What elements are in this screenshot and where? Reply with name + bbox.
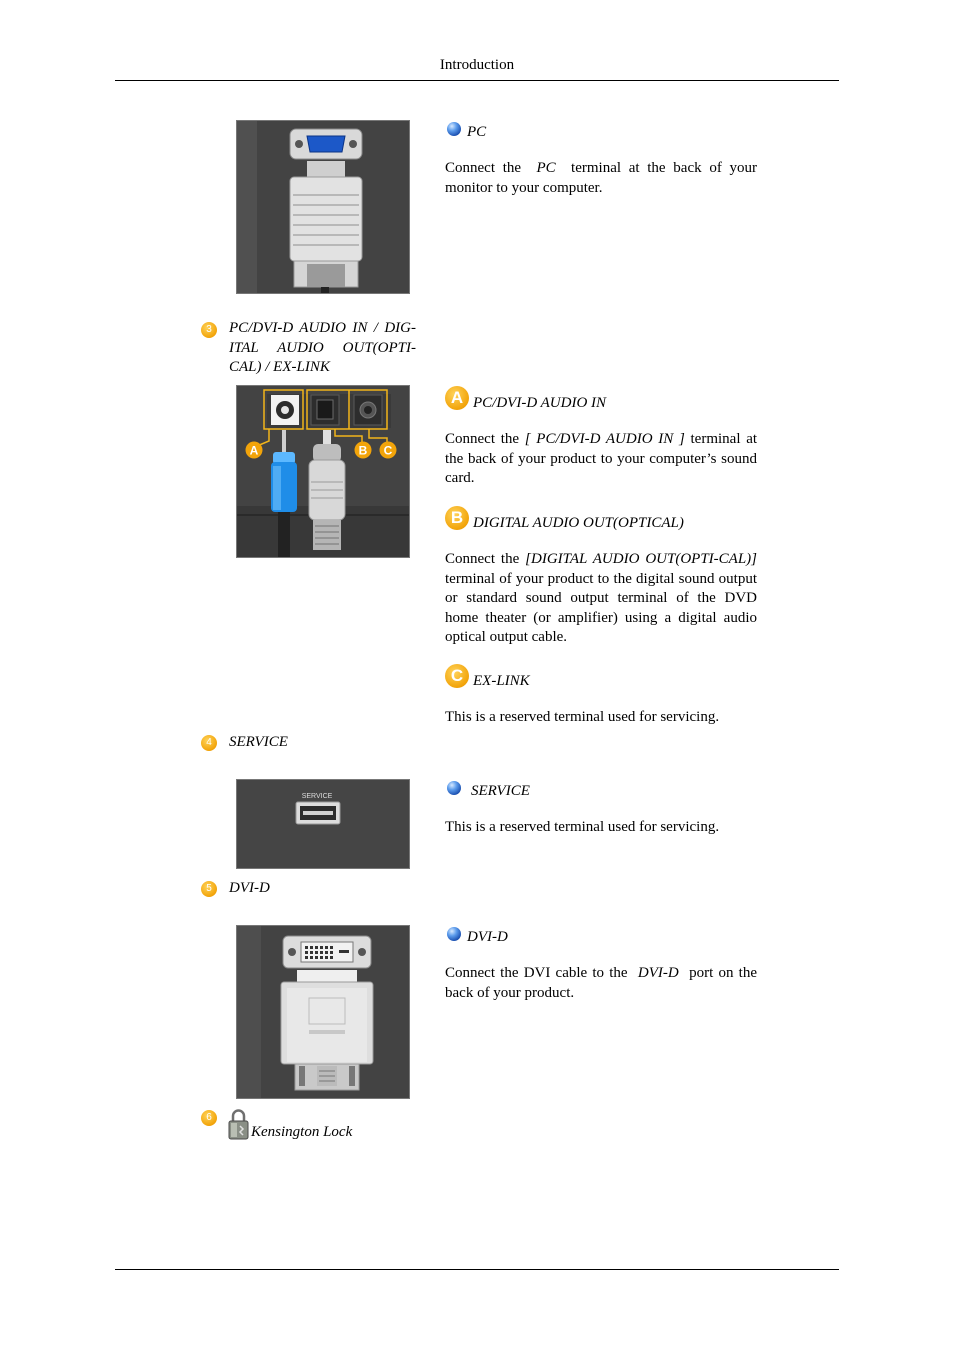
bullet-icon [447,122,461,136]
footer-rule [115,1269,839,1270]
digital-out-heading: DIGITAL AUDIO OUT(OPTICAL) [473,515,684,531]
page-title: Introduction [439,57,515,73]
item-number-badge: 6 [201,1110,217,1126]
letter-badge-a: A [445,386,469,410]
letter-badge-b: B [445,506,469,530]
letter-badge-c: C [445,664,469,688]
audio-ports-image [236,385,410,558]
bullet-icon [447,781,461,795]
digital-out-description: Connect the [DIGITAL AUDIO OUT(OPTI-CAL)] terminal of your product to the digital sound output or standard sound output terminal of the DVD home theater (or amplifier) using a digital audio optical output cable. [445,551,757,645]
item-number-badge: 5 [201,881,217,897]
dvi-description: Connect the DVI cable to the DVI-D port on the back of your product. [445,965,757,1001]
pc-heading: PC [467,124,487,140]
bullet-icon [447,927,461,941]
item-number-badge: 4 [201,735,217,751]
image-letter-c: C [383,443,393,458]
pc-description: Connect the PC terminal at the back of your monitor to your computer. [445,160,758,196]
image-letter-a: A [249,443,259,458]
item-number-badge: 3 [201,322,217,338]
ex-link-description: This is a reserved terminal used for servicing. [445,709,720,725]
item5-label: DVI-D [229,880,270,896]
item3-label: PC/DVI-D AUDIO IN / DIG- ITAL AUDIO OUT(OPTI- CAL) / EX-LINK [229,320,416,375]
audio-in-description: Connect the [ PC/DVI-D AUDIO IN ] terminal at the back of your product to your computer’s sound card. [445,431,758,486]
service-port-image [236,779,410,869]
service-description: This is a reserved terminal used for servicing. [445,819,720,835]
image-letter-b: B [358,443,368,458]
header-rule [115,80,839,81]
dvi-connector-image [236,925,410,1099]
lock-icon [228,1108,249,1140]
service-image-label: SERVICE [301,793,333,800]
ex-link-heading: EX-LINK [473,673,530,689]
dvi-heading: DVI-D [467,929,508,945]
audio-in-heading: PC/DVI-D AUDIO IN [473,395,607,411]
item6-label: Kensington Lock [251,1124,353,1140]
service-heading: SERVICE [471,783,530,799]
item4-label: SERVICE [229,734,288,750]
pc-connector-image [236,120,410,294]
